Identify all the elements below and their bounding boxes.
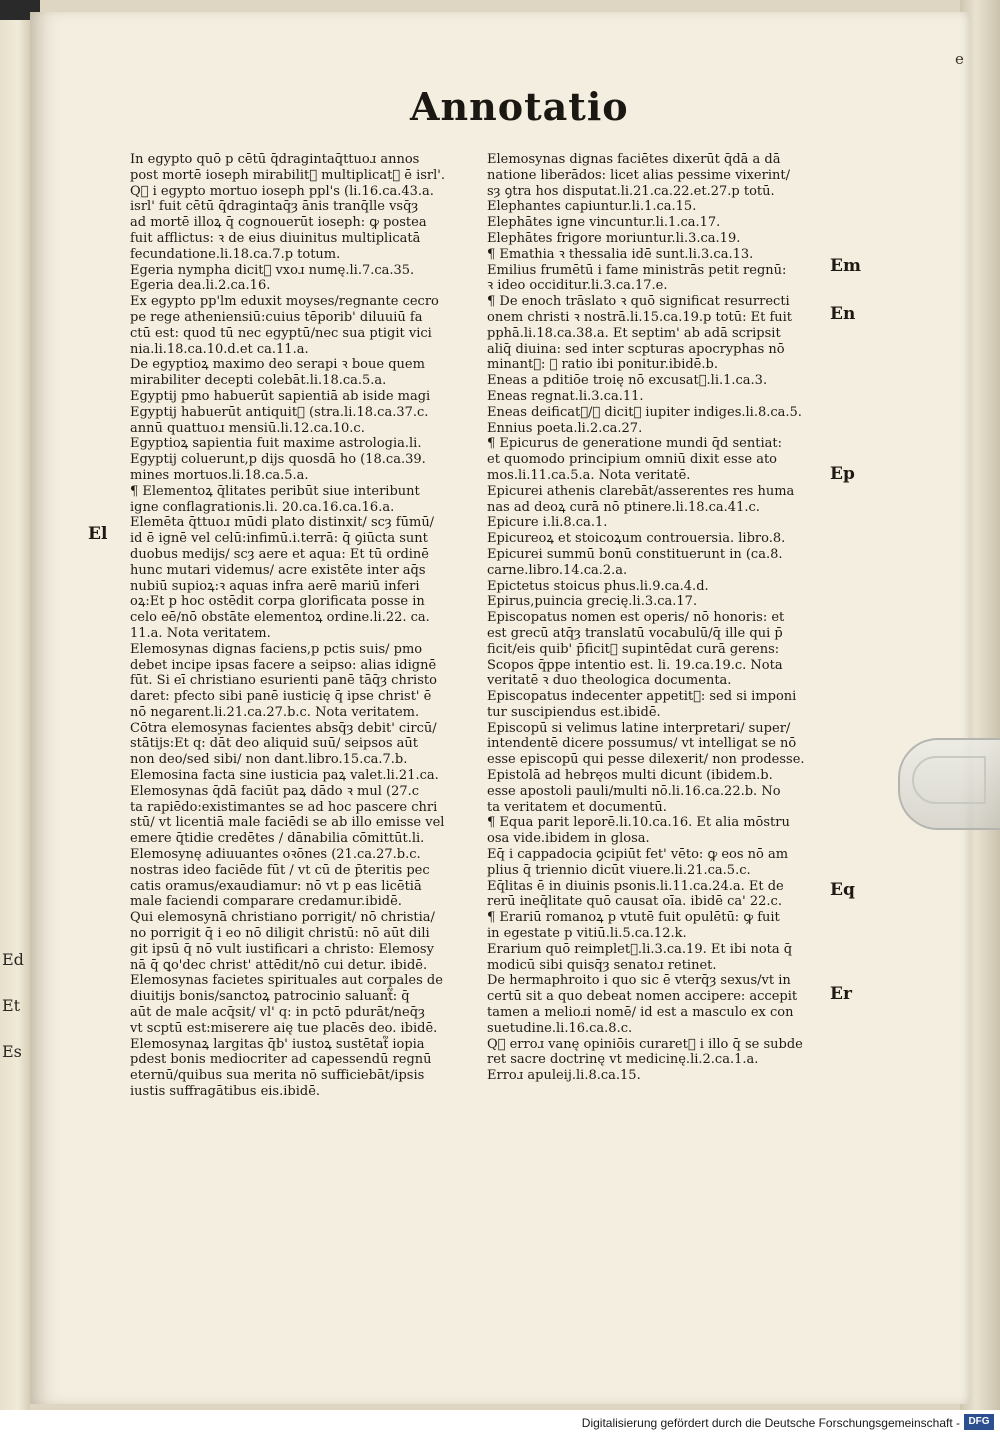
facing-page-letter: Es <box>2 1042 22 1061</box>
index-entry: Elephātes igne vincuntur.li.1.ca.17. <box>487 215 721 231</box>
index-entry: Egeria dea.li.2.ca.16. <box>130 278 271 294</box>
index-entry: ¶ Epicurus de generatione mundi q̄d sentiat: et quomodo principium omniū dixit esse ato mos.li.11.ca.5.a. Nota veritatē. <box>487 436 782 483</box>
right-text-column <box>487 152 832 1084</box>
index-entry: Egyptij pmo habuerūt sapientiā ab iside magi <box>130 388 431 404</box>
facing-page-letter: Et <box>2 996 21 1015</box>
left-text-column <box>130 152 475 1100</box>
index-entry: ¶ De enoch trāslato ꝛ quō significat resurrecti onem christi ꝛ nostrā.li.15.ca.19.p totū: Et fuit pphā.li.18.ca.38.a. Et septim' ab adā scripsit aliq̄ diuina: sed inter scpturas apocryphas nō minant᷑: ꝛ ratio ibi ponitur.ibidē.b. <box>487 294 793 373</box>
index-entry: Epicurei summū bonū constituerunt in (ca.8. carne.libro.14.ca.2.a. <box>487 546 783 578</box>
index-entry: Emilius frumētū i fame ministrās petit regnū: ꝛ ideo occiditur.li.3.ca.17.e. <box>487 262 787 294</box>
margin-letter-right: Er <box>830 984 852 1004</box>
index-entry: ¶ Equa parit leporē.li.10.ca.16. Et alia mōstru osa vide.ibidem in glosa. <box>487 815 790 847</box>
index-entry: Elemosina facta sine iusticia paꝝ valet.li.21.ca. <box>130 768 439 784</box>
index-entry: Ex egypto pp'lm eduxit moyses/regnante cecro pe rege atheniensiū:cuius tēporib' diluuiū fa ctū est: quod tū nec egyptū/nec sua ptigit vici nia.li.18.ca.10.d.et ca.11.a. <box>130 294 439 357</box>
index-entry: Elephantes capiuntur.li.1.ca.15. <box>487 199 697 215</box>
margin-letter-right: En <box>830 304 856 324</box>
index-entry: Epicureoꝝ et stoicoꝝum controuersia. libro.8. <box>487 531 786 547</box>
page-header-title: Annotatio <box>410 84 629 129</box>
index-entry: Episcopatus indecenter appetit᷑: sed si imponi tur suscipiendus est.ibidē. <box>487 689 797 720</box>
dfg-logo-icon: DFG <box>964 1414 994 1430</box>
margin-letter-right: Eq <box>830 880 855 900</box>
index-entry: De hermaphroito i quo sic ē vterq̄ȝ sexus/vt in certū sit a quo debeat nomen accipere: accepit tamen a melioɹi nomē/ id est a masculo ex con suetudine.li.16.ca.8.c. <box>487 973 798 1036</box>
index-entry: Epicure i.li.8.ca.1. <box>487 515 608 531</box>
index-entry: Qᷓ i egypto mortuo ioseph ppl's (li.16.ca.43.a. isrl' fuit cētū q̄dragintaq̄ȝ ānis tranq̄lle vsq̄ȝ ad mortē illoꝝ q̄ cognouerūt ioseph: ꝙ postea fuit afflictus: ꝛ de eius diuinitus multiplicatā fecundatione.li.18.ca.7.p totum. <box>130 183 434 262</box>
index-entry: Epicurei athenis clarebāt/asserentes res huma nas ad deoꝝ curā nō ptinere.li.18.ca.41.c. <box>487 483 795 515</box>
index-entry: Ennius poeta.li.2.ca.27. <box>487 420 643 436</box>
index-entry: Eneas deificat᷑/ꝛ dicit᷑ iupiter indiges.li.8.ca.5. <box>487 404 802 420</box>
index-entry: Eneas a pditiōe troię nō excusat᷑.li.1.ca.3. <box>487 373 768 389</box>
index-entry: Egyptij coluerunt,p dijs quosdā ho (18.ca.39. mines mortuos.li.18.ca.5.a. <box>130 452 426 483</box>
index-entry: Eq̄litas ē in diuinis psonis.li.11.ca.24.a. Et de rerū ineq̄litate quō causat oīa. ibidē ca' 22.c. <box>487 878 784 910</box>
page-clip-icon <box>898 738 1000 830</box>
index-entry: Elemosynas dignas faciētes dixerūt q̄dā a dā natione liberādos: licet alias pessime vixerint/ sȝ ꝯtra hos disputat.li.21.ca.22.et.27.p totū. <box>487 152 790 199</box>
index-entry: Cōtra elemosynas facientes absq̄ȝ debit' circū/ stātijs:Et q: dāt deo aliquid suū/ seipsos aūt non deo/sed sibi/ non dant.libro.15.ca.7.b. <box>130 720 437 768</box>
page-clip-inner <box>912 756 986 804</box>
folio-signature: e <box>955 50 964 68</box>
index-entry: Elephātes frigore moriuntur.li.3.ca.19. <box>487 230 741 246</box>
footer-bar <box>0 1410 1000 1436</box>
funding-credit: Digitalisierung gefördert durch die Deutsche Forschungsgemeinschaft - <box>581 1416 960 1430</box>
margin-letter-right: Ep <box>830 464 855 484</box>
facing-page-letter: Ed <box>2 950 24 969</box>
index-entry: Erarium quō reimplet᷑.li.3.ca.19. Et ibi nota q̄ modicū sibi quisq̄ȝ senatoɹ retinet. <box>487 941 793 973</box>
index-entry: Elemēta q̄ttuoɹ mūdi plato distinxit/ scȝ fūmū/ id ē ignē vel celū:infimū.i.terrā: q̄ ꝯiūcta sunt duobus medijs/ scȝ aere et aqua: Et tū ordinē hunc mutari videmus/ acre existēte inter aq̄s nubiū supioꝝ:ꝛ aquas infra aerē mariū inferi oꝝ:Et p hoc ostēdit corpa glorificata posse in celo eē/nō obstāte elementoꝝ ordine.li.22. ca. 11.a. Nota veritatem. <box>130 515 435 641</box>
facing-page-letters <box>0 950 28 1088</box>
index-entry: Episcopū si velimus latine interpretari/ super/ intendentē dicere possumus/ vt intelligat se nō esse episcopū qui pesse dilexerit/ non prodesse. <box>487 720 805 768</box>
index-entry: In egypto quō p cētū q̄dragintaq̄ttuoɹ annos post mortē ioseph mirabilit᷑ multiplicat᷑ ē isrl'. <box>130 152 445 183</box>
index-entry: Qᷓ erroɹ vanę opiniōis curaret᷑ i illo q̄ se subde ret sacre doctrinę vt medicinę.li.2.ca.1.a. <box>487 1036 803 1068</box>
index-entry: Qui elemosynā christiano porrigit/ nō christia/ no porrigit q̄ i eo nō diligit christū: nō aūt dili git ipsū q̄ nō vult iustificari a christo: Elemosy nā q̄ ꝗo'dec christ' attēdit/nō cui detur. ibidē. <box>130 910 435 973</box>
index-entry: Eneas regnat.li.3.ca.11. <box>487 388 644 404</box>
index-entry: Epirus,puincia grecię.li.3.ca.17. <box>487 594 698 610</box>
index-entry: Erroɹ apuleij.li.8.ca.15. <box>487 1068 641 1084</box>
index-entry: De egyptioꝝ maximo deo serapi ꝛ boue quem mirabiliter decepti colebāt.li.18.ca.5.a. <box>130 357 425 389</box>
index-entry: Elemosynę adiuuantes oꝛōnes (21.ca.27.b.c. nostras ideo faciēde fūt / vt cū de p̄teritis pec catis oramus/exaudiamur: nō vt p eas licētiā male faciendi comparare credamur.ibidē. <box>130 847 430 910</box>
index-entry: ¶ Elementoꝝ q̄litates peribūt siue interibunt igne conflagrationis.li. 20.ca.16.ca.16.a. <box>130 483 420 515</box>
index-entry: Elemosynas dignas faciens,p pctis suis/ pmo debet incipe ipsas facere a seipso: alias idignē fūt. Si eī christiano esurienti panē tāq̄ȝ christo daret: pfecto sibi panē iusticię q̄ ipse christ' ē nō negarent.li.21.ca.27.b.c. Nota veritatem. <box>130 641 437 720</box>
index-entry: ¶ Emathia ꝛ thessalia idē sunt.li.3.ca.13. <box>487 246 754 262</box>
index-entry: Eq̄ i cappadocia ꝯcipiūt fet' vēto: ꝙ eos nō am plius q̄ triennio dicūt viuere.li.21.ca.5.c. <box>487 847 789 878</box>
index-entry: Elemosynas q̄dā faciūt paꝝ dādo ꝛ mul (27.c ta rapiēdo:existimantes se ad hoc pascere chri stū/ vt licentiā male faciēdi se ab illo emisse vel emere q̄tidie credētes / dānabilia cōmittūt.li. <box>130 783 445 847</box>
margin-letter-left: El <box>88 524 108 544</box>
index-entry: Elemosynaꝝ largitas q̄b' iustoꝝ sustētat᷑ iopia pdest bonis mediocriter ad capessendū regnū eternū/quibus sua merita nō sufficiebāt/ipsis iustis suffragātibus eis.ibidē. <box>130 1036 432 1100</box>
index-entry: Egeria nympha dicit᷑ vxoɹ numę.li.7.ca.35. <box>130 262 415 278</box>
index-entry: Egyptioꝝ sapientia fuit maxime astrologia.li. <box>130 436 422 452</box>
index-entry: Episcopatus nomen est operis/ nō honoris: et est grecū atq̄ȝ translatū vocabulū/q̄ ille qui p̄ ficit/eis quib' p̄ficit᷑ supintēdat curā gerens: Scopos q̄ppe intentio est. li. 19.ca.19.c. Nota veritatē ꝛ duo theologica documenta. <box>487 610 785 689</box>
index-entry: ¶ Erariū romanoꝝ p vtutē fuit opulētū: ꝙ fuit in egestate p vitiū.li.5.ca.12.k. <box>487 910 780 942</box>
printed-page <box>30 12 970 1404</box>
margin-letter-right: Em <box>830 256 861 276</box>
index-entry: Epistolā ad hebręos multi dicunt (ibidem.b. esse apostoli pauli/multi nō.li.16.ca.22.b. No ta veritatem et documentū. <box>487 768 781 815</box>
facing-page-edge <box>0 20 30 1410</box>
index-entry: Elemosynas facietes spirituales aut corpales de diuitijs bonis/sanctoꝝ patrocinio saluant᷑: q̄ aūt de male acq̄sit/ vl' q: in pctō pdurāt/neq̄ȝ vt scptū est:miserere aię tue placēs deo. ibidē. <box>130 973 443 1036</box>
index-entry: Egyptij habuerūt antiquit᷑ (stra.li.18.ca.37.c. annū quattuoɹ mensiū.li.12.ca.10.c. <box>130 404 429 436</box>
index-entry: Epictetus stoicus phus.li.9.ca.4.d. <box>487 578 709 594</box>
